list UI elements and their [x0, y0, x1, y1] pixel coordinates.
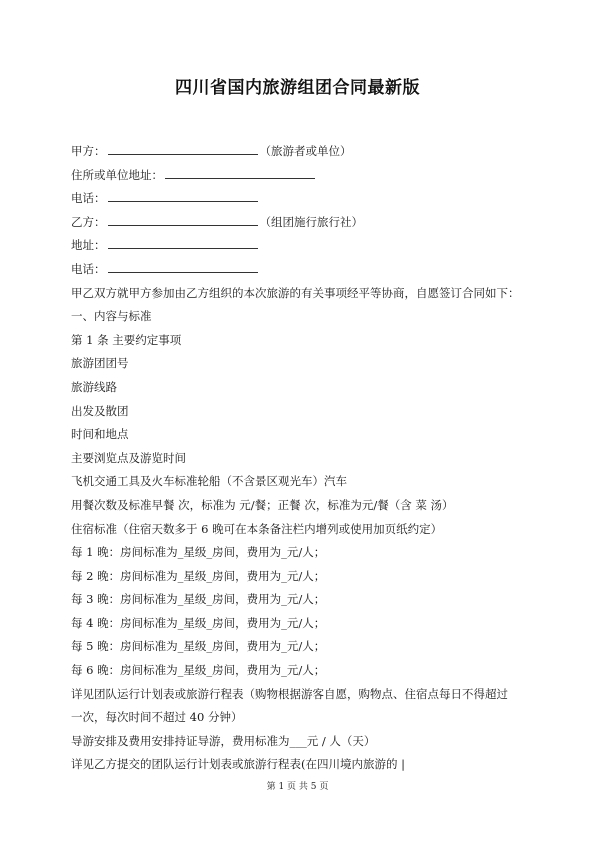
night-5-line: 每 5 晚：房间标准为_星级_房间，费用为_元/人；	[71, 639, 326, 654]
paragraph-line: 主要浏览点及游览时间	[71, 450, 186, 465]
paragraph-line: 住宿标准（住宿天数多于 6 晚可在本条备注栏内增列或使用加页纸约定）	[71, 521, 443, 536]
paragraph-line: 旅游线路	[71, 379, 117, 394]
paragraph-line: 甲乙双方就甲方参加由乙方组织的本次旅游的有关事项经平等协商，自愿签订合同如下：	[71, 285, 520, 300]
paragraph-line: 用餐次数及标准早餐 次，标准为 元/餐；正餐 次，标准为元/餐（含 菜 汤）	[71, 497, 454, 512]
address-or-unit-label: 住所或单位地址：	[71, 167, 163, 182]
document-title: 四川省国内旅游组团合同最新版	[175, 78, 420, 98]
party-a-note: （旅游者或单位）	[259, 144, 352, 158]
paragraph-line: 飞机交通工具及火车标准轮船（不含景区观光车）汽车	[71, 474, 347, 489]
paragraph-line: 详见乙方提交的团队运行计划表或旅游行程表(在四川境内旅游的 |	[71, 757, 406, 772]
paragraph-line: 时间和地点	[71, 427, 129, 442]
address-b-line	[71, 234, 541, 258]
party-a-label: 甲方：	[71, 144, 106, 158]
contract-body	[71, 140, 541, 777]
party-b-blank	[108, 213, 258, 226]
paragraph-line: 一次，每次时间不超过 40 分钟）	[71, 710, 243, 725]
page-footer: 第 1 页 共 5 页	[266, 782, 329, 792]
section-heading: 一、内容与标准	[71, 309, 152, 324]
phone-b-blank	[108, 260, 258, 273]
party-a-line	[71, 140, 541, 164]
night-1-line: 每 1 晚：房间标准为_星级_房间，费用为_元/人；	[71, 545, 326, 560]
night-2-line: 每 2 晚：房间标准为_星级_房间，费用为_元/人；	[71, 568, 326, 583]
phone-b-label: 电话：	[71, 261, 106, 276]
phone-b-line	[71, 258, 541, 282]
paragraph-line: 导游安排及费用安排持证导游，费用标准为___元 / 人（天）	[71, 733, 376, 748]
party-b-note: （组团施行旅行社）	[259, 214, 363, 229]
party-a-blank	[108, 142, 258, 155]
paragraph-line: 旅游团团号	[71, 356, 129, 371]
phone-a-blank	[108, 189, 258, 202]
party-b-label: 乙方：	[71, 214, 106, 229]
address-b-blank	[108, 236, 258, 249]
address-or-unit-line	[71, 164, 541, 188]
paragraph-line: 详见团队运行计划表或旅游行程表（购物根据游客自愿，购物点、住宿点每日不得超过	[71, 686, 508, 701]
party-b-line	[71, 211, 541, 235]
phone-a-label: 电话：	[71, 191, 106, 206]
night-4-line: 每 4 晚：房间标准为_星级_房间，费用为_元/人；	[71, 615, 326, 630]
address-or-unit-blank	[165, 166, 315, 179]
paragraph-line: 出发及散团	[71, 403, 129, 418]
night-3-line: 每 3 晚：房间标准为_星级_房间，费用为_元/人；	[71, 592, 326, 607]
phone-a-line	[71, 187, 541, 211]
address-b-label: 地址：	[71, 238, 106, 253]
night-6-line: 每 6 晚：房间标准为_星级_房间，费用为_元/人；	[71, 663, 326, 678]
article-heading: 第 1 条 主要约定事项	[71, 332, 182, 347]
